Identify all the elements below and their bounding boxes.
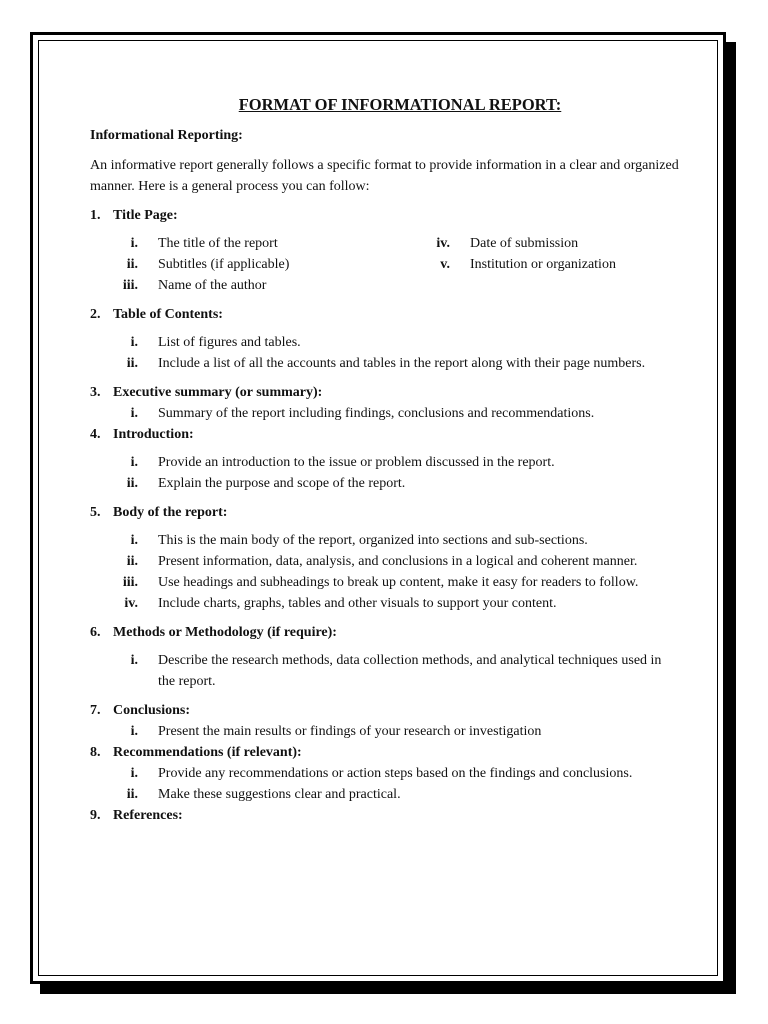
- section-heading-text: Body of the report:: [113, 505, 228, 520]
- item-list: [90, 332, 680, 374]
- section-heading: [90, 424, 680, 445]
- item-number: i.: [130, 455, 138, 470]
- item-number: i.: [130, 533, 138, 548]
- list-item: [402, 233, 680, 254]
- item-list: [90, 233, 680, 296]
- section-heading-text: Introduction:: [113, 427, 194, 442]
- section-number: 5.: [90, 505, 101, 520]
- item-number: i.: [130, 236, 138, 251]
- item-number: i.: [130, 406, 138, 421]
- list-item: [90, 763, 680, 784]
- section-number: 9.: [90, 808, 101, 823]
- item-number: i.: [130, 653, 138, 668]
- list-item: [90, 572, 680, 593]
- item-list: [90, 530, 680, 614]
- item-text: Provide any recommendations or action steps based on the findings and conclusions.: [158, 766, 633, 781]
- item-number: i.: [130, 335, 138, 350]
- section-number: 8.: [90, 745, 101, 760]
- section-heading: [90, 700, 680, 721]
- list-item: [402, 254, 680, 275]
- item-list: [90, 403, 680, 424]
- section-heading-text: Table of Contents:: [113, 307, 223, 322]
- section-heading: [90, 304, 680, 325]
- intro-paragraph: An informative report generally follows a specific format to provide information in a clear and organized manner. Here is a general process you can follow:: [90, 158, 679, 194]
- section-heading: [90, 502, 680, 523]
- list-item: [90, 254, 402, 275]
- section-heading-text: Conclusions:: [113, 703, 191, 718]
- section-conclusions: [90, 700, 680, 742]
- section-heading: [90, 382, 680, 403]
- item-text: List of figures and tables.: [158, 335, 301, 350]
- item-text: Present information, data, analysis, and conclusions in a logical and coherent manner.: [158, 554, 638, 569]
- item-number: ii.: [126, 257, 138, 272]
- item-number: ii.: [126, 356, 138, 371]
- section-title-page: [90, 205, 680, 296]
- subheading: Informational Reporting:: [90, 128, 243, 143]
- section-heading: [90, 622, 680, 643]
- item-list: [90, 763, 680, 805]
- section-heading-text: Methods or Methodology (if require):: [113, 625, 337, 640]
- item-text: Provide an introduction to the issue or problem discussed in the report.: [158, 455, 555, 470]
- section-body-of-report: [90, 502, 680, 614]
- list-item: [90, 551, 680, 572]
- section-number: 7.: [90, 703, 101, 718]
- item-number: ii.: [126, 476, 138, 491]
- section-table-of-contents: [90, 304, 680, 374]
- item-number: iv.: [436, 236, 450, 251]
- section-executive-summary: [90, 382, 680, 424]
- section-heading-text: References:: [113, 808, 183, 823]
- document-body: [90, 94, 680, 834]
- item-number: i.: [130, 766, 138, 781]
- item-number: iii.: [122, 575, 138, 590]
- section-number: 1.: [90, 208, 101, 223]
- item-text: Name of the author: [158, 278, 267, 293]
- section-number: 3.: [90, 385, 101, 400]
- section-heading: [90, 805, 680, 826]
- item-text: Date of submission: [470, 236, 579, 251]
- item-list: [90, 650, 680, 692]
- item-column-right: [402, 233, 680, 296]
- item-text: The title of the report: [158, 236, 278, 251]
- section-heading-text: Title Page:: [113, 208, 178, 223]
- section-heading-text: Recommendations (if relevant):: [113, 745, 302, 760]
- list-item: [90, 650, 680, 692]
- section-heading: [90, 205, 680, 226]
- list-item: [90, 332, 680, 353]
- section-heading-text: Executive summary (or summary):: [113, 385, 323, 400]
- item-text: Summary of the report including findings, conclusions and recommendations.: [158, 406, 595, 421]
- item-list: [90, 452, 680, 494]
- list-item: [90, 233, 402, 254]
- item-text: This is the main body of the report, organized into sections and sub-sections.: [158, 533, 588, 548]
- item-text: Explain the purpose and scope of the report.: [158, 476, 406, 491]
- list-item: [90, 275, 402, 296]
- section-number: 2.: [90, 307, 101, 322]
- item-text: Present the main results or findings of your research or investigation: [158, 724, 542, 739]
- page-title: FORMAT OF INFORMATIONAL REPORT:: [238, 95, 562, 114]
- item-text: Use headings and subheadings to break up content, make it easy for readers to follow.: [158, 575, 639, 590]
- list-item: [90, 784, 680, 805]
- item-number: iv.: [124, 596, 138, 611]
- item-text: Include charts, graphs, tables and other visuals to support your content.: [158, 596, 557, 611]
- item-number: ii.: [126, 554, 138, 569]
- list-item: [90, 721, 680, 742]
- list-item: [90, 473, 680, 494]
- list-item: [90, 452, 680, 473]
- list-item: [90, 593, 680, 614]
- item-column-left: [90, 233, 402, 296]
- list-item: [90, 530, 680, 551]
- item-list: [90, 721, 680, 742]
- section-introduction: [90, 424, 680, 494]
- section-recommendations: [90, 742, 680, 805]
- section-heading: [90, 742, 680, 763]
- item-text: Include a list of all the accounts and tables in the report along with their page numbers.: [158, 356, 646, 371]
- section-references: [90, 805, 680, 826]
- item-text: Institution or organization: [470, 257, 616, 272]
- section-number: 6.: [90, 625, 101, 640]
- item-number: v.: [440, 257, 450, 272]
- item-text: Make these suggestions clear and practical.: [158, 787, 401, 802]
- item-number: i.: [130, 724, 138, 739]
- section-number: 4.: [90, 427, 101, 442]
- section-methodology: [90, 622, 680, 692]
- list-item: [90, 353, 680, 374]
- item-text: Subtitles (if applicable): [158, 257, 290, 272]
- item-number: ii.: [126, 787, 138, 802]
- item-text: Describe the research methods, data collection methods, and analytical techniques used in the report.: [158, 653, 662, 689]
- item-number: iii.: [122, 278, 138, 293]
- list-item: [90, 403, 680, 424]
